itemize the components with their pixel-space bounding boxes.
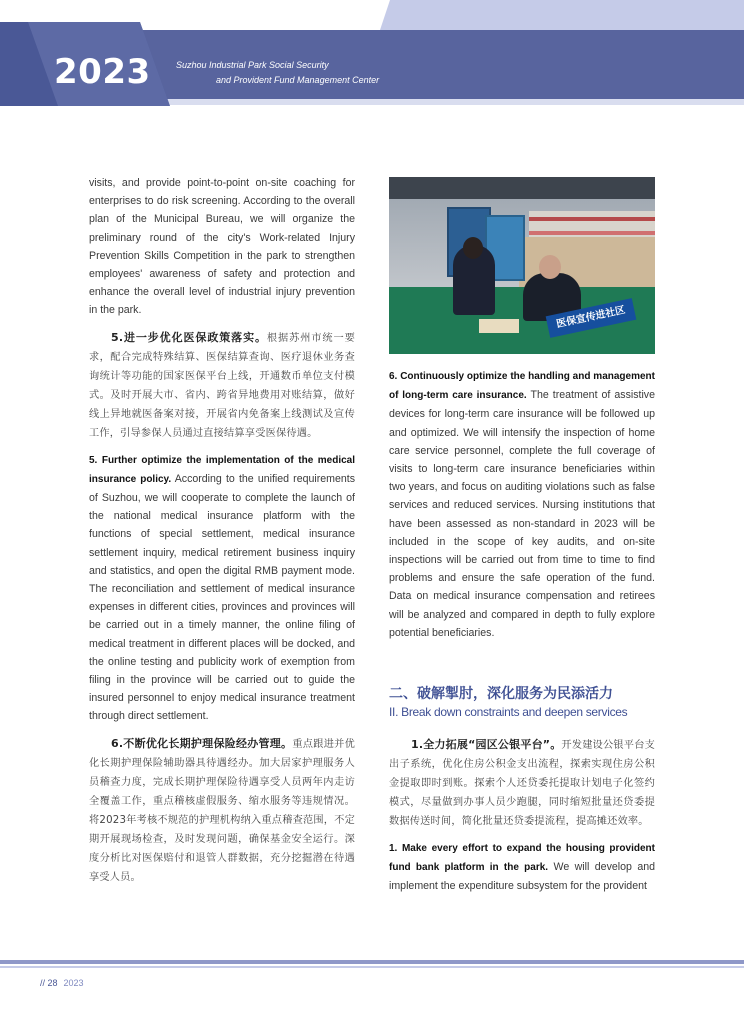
left-column bbox=[89, 174, 355, 887]
header-light-band bbox=[380, 0, 744, 30]
item6-en-body: The treatment of assistive devices for long-term care insurance will be followed up and optimized. We will intensify the inspection of home care service personnel, complete the full coverage of visits to long-term care insurance beneficiaries within two years, and focus on auditing violations such as false services and reduced services. Nursing institutions that have been assessed as non-standard in 2023 will be included in the scope of key audits, and on-site inspections will be carried out from time to time to find problems and ensure the safe operation of the fund. Data on medical insurance compensation and retirees will be analyzed and compared in depth to fully explore potential beneficiaries. bbox=[389, 389, 655, 639]
header-org-line2: and Provident Fund Management Center bbox=[216, 75, 380, 85]
item6-zh-title: 6.不断优化长期护理保险经办管理。 bbox=[111, 736, 293, 750]
page-number: // 28 bbox=[40, 978, 58, 988]
item1-zh-body: 开发建设公银平台支出子系统，优化住房公积金支出流程，探索实现住房公积金提取即时到账。探索个人还贷委托提取计划电子化签约模式，尽量做到办事人员少跑腿，同时缩短批量还贷委提数据传送时间，简化批量还贷委提流程，提高摊还效率。 bbox=[389, 740, 655, 827]
item6-zh-body: 重点跟进并优化长期护理保险辅助器具待遇经办。加大居家护理服务人员稽查力度，完成长期护理保险待遇享受人员两年内走访全覆盖工作，重点稽核虚假服务、缩水服务等违规情况。将2023年考核不规范的护理机构纳入重点稽查范围，不定期开展现场检查，及时发现问题，确保基金安全运行。深度分析比对医保赔付和退管人群数据，充分挖掘潜在待遇享受人员。 bbox=[89, 738, 355, 883]
item5-en-title: 5. Further optimize the implementation of the medical insurance policy. bbox=[89, 454, 355, 485]
footer bbox=[40, 978, 84, 988]
item1-zh-title: 1.全力拓展“园区公银平台”。 bbox=[411, 738, 562, 751]
item5-en-body: According to the unified requirements of Suzhou, we will cooperate to complete the launch of the national medical insurance platform with the functions of special settlement, medical insurance settlement inquiry, medical retirement business inquiry and statistics, and open the digital RMB payment mode. The reconciliation and settlement of medical insurance expenses in different cities, provinces and provinces will be carried out in a timely manner, the online filing of medical treatment in different places will be docked, and the online testing and publicity work of exemption from filing in the province will be carried out to guide the insured personnel to enjoy medical insurance treatment through direct settlement. bbox=[89, 472, 356, 723]
header-org-line1: Suzhou Industrial Park Social Security bbox=[176, 60, 329, 70]
item1-zh-paragraph bbox=[389, 735, 655, 831]
footer-year: 2023 bbox=[63, 978, 84, 988]
item1-en-body: We will develop and implement the expenditure subsystem for the provident bbox=[389, 861, 655, 893]
photo-person-head bbox=[539, 255, 561, 279]
photo-leaflets bbox=[479, 319, 519, 333]
item1-en-paragraph bbox=[389, 839, 655, 896]
item5-zh-paragraph bbox=[89, 328, 355, 443]
item6-zh-paragraph bbox=[89, 734, 355, 887]
right-column bbox=[389, 367, 655, 642]
photo-shelf-row bbox=[529, 217, 655, 221]
footer-rule bbox=[0, 960, 744, 964]
section-heading-en: II. Break down constraints and deepen services bbox=[389, 705, 628, 719]
footer-rule-light bbox=[0, 966, 744, 968]
item5-en-paragraph bbox=[89, 451, 355, 726]
photo-ceiling bbox=[389, 177, 655, 199]
section-heading-zh: 二、破解掣肘，深化服务为民添活力 bbox=[389, 686, 613, 702]
photo-shelf-row bbox=[529, 231, 655, 235]
item6-en-paragraph bbox=[389, 367, 655, 642]
right-column-lower bbox=[389, 735, 655, 896]
item5-zh-body: 根据苏州市统一要求，配合完成特殊结算、医保结算查询、医疗退休业务查询统计等功能的国家医保平台上线，开通数币单位支付模式。及时开展大市、省内、跨省异地费用对账结算，做好线上异地就医备案对接，开展省内免备案上线测试及宣传工作，引导参保人员通过直接结算享受医保待遇。 bbox=[89, 332, 355, 439]
item1-en-title: 1. Make every effort to expand the housing provident fund bank platform in the park. bbox=[389, 843, 655, 874]
header-year: 2023 bbox=[54, 52, 151, 92]
item6-en-title: 6. Continuously optimize the handling and management of long-term care insurance. bbox=[389, 371, 655, 402]
item5-zh-title: 5.进一步优化医保政策落实。 bbox=[111, 330, 267, 344]
intro-paragraph: visits, and provide point-to-point on-site coaching for enterprises to do risk screening. According to the overall plan of the Municipal Bureau, we will organize the preliminary round of the city's Work-related Injury Prevention Skills Competition in the park to strengthen employees' awareness of safety and protection and enhance the overall level of industrial injury prevention in the park. bbox=[89, 177, 355, 317]
event-photo bbox=[389, 177, 655, 354]
photo-banner: 医保宣传进社区 bbox=[546, 298, 637, 338]
photo-person-head bbox=[463, 237, 483, 259]
